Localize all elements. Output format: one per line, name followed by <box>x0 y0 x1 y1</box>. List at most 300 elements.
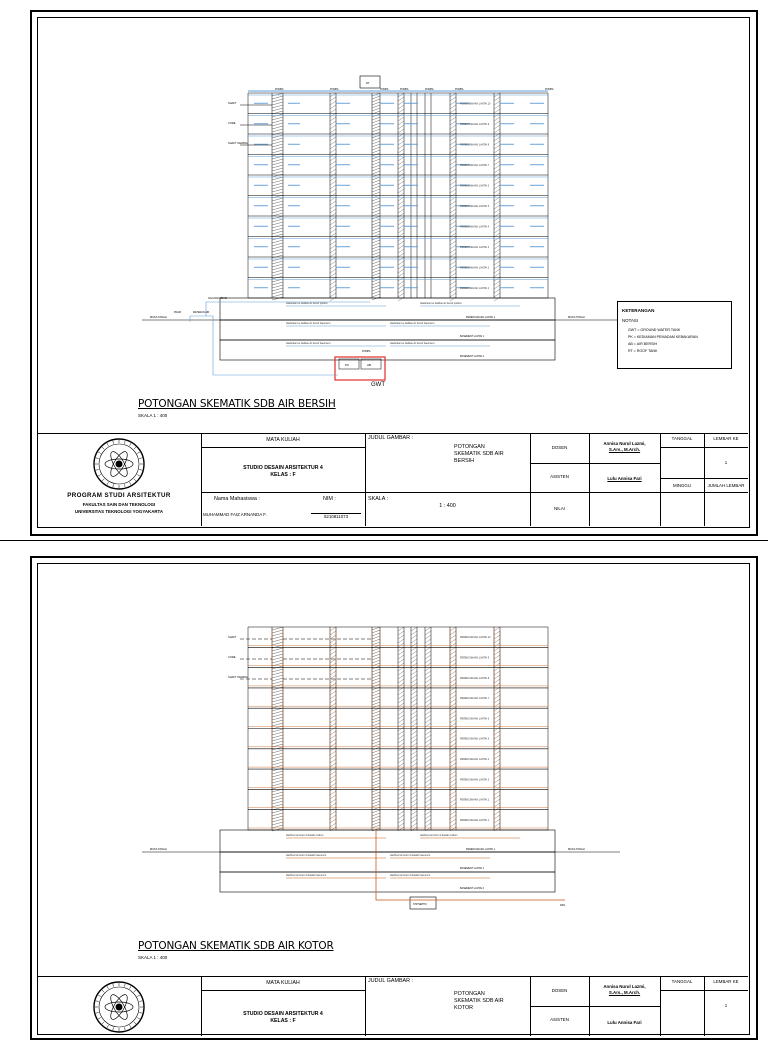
logo-tick <box>113 484 114 487</box>
shaft-hatch <box>450 791 456 795</box>
shaft-hatch <box>272 126 283 129</box>
legend-item: RT = ROOF TANK <box>628 349 658 353</box>
floor-label: PERENCANAAN LANTAI 8 <box>460 143 490 147</box>
shaft-hatch <box>450 125 456 129</box>
shaft-hatch <box>425 627 431 631</box>
shaft-hatch <box>425 675 431 679</box>
shaft-hatch <box>450 751 456 755</box>
shaft-hatch <box>450 205 456 209</box>
shaft-hatch <box>411 699 417 703</box>
shaft-hatch <box>450 217 456 221</box>
shaft-hatch <box>330 245 336 249</box>
student-nim: 5210811073 <box>311 513 361 519</box>
shaft-hatch <box>450 655 456 659</box>
logo-tick <box>137 995 140 997</box>
shaft-hatch <box>494 237 500 241</box>
shaft-hatch <box>450 177 456 181</box>
shaft-hatch <box>494 185 500 189</box>
shaft-hatch <box>425 707 431 711</box>
shaft-hatch <box>372 672 380 675</box>
shaft-hatch <box>272 753 283 756</box>
shaft-hatch <box>494 631 500 635</box>
shaft-hatch <box>494 659 500 663</box>
shaft-hatch <box>372 150 380 153</box>
sheet-dirty-water <box>0 550 768 1024</box>
shaft-hatch <box>411 739 417 743</box>
shaft-hatch <box>372 705 380 708</box>
shaft-hatch <box>450 739 456 743</box>
shaft-hatch <box>372 273 380 276</box>
university-name: UNIVERSITAS TEKNOLOGI YOGYAKARTA <box>74 509 164 514</box>
shaft-hatch <box>425 631 431 635</box>
shaft-hatch <box>411 775 417 779</box>
shaft-hatch <box>272 633 283 636</box>
shaft-hatch <box>398 245 404 249</box>
shaft-hatch <box>450 675 456 679</box>
shaft-hatch <box>494 205 500 209</box>
shaft-hatch <box>372 219 380 222</box>
shaft-hatch <box>411 735 417 739</box>
shaft-hatch <box>330 695 336 699</box>
shaft-hatch <box>330 679 336 683</box>
shaft-hatch <box>372 732 380 735</box>
shaft-hatch <box>494 133 500 137</box>
course-class: KELAS : F <box>270 472 296 478</box>
shaft-hatch <box>494 799 500 803</box>
shaft-hatch <box>272 714 283 717</box>
shaft-hatch <box>494 281 500 285</box>
course-name: STUDIO DESAIN ARSITEKTUR 4 <box>243 1011 323 1017</box>
title-block <box>37 976 748 1036</box>
shaft-hatch <box>272 225 283 228</box>
logo-tick <box>96 458 99 459</box>
shaft-hatch <box>494 655 500 659</box>
shaft-hatch <box>272 258 283 261</box>
pk-label: PK <box>345 363 350 367</box>
shaft-hatch <box>272 687 283 690</box>
shaft-hatch <box>425 815 431 819</box>
shaft-hatch <box>330 731 336 735</box>
shaft-hatch <box>450 683 456 687</box>
shaft-hatch <box>450 105 456 109</box>
shaft-hatch <box>425 639 431 643</box>
shaft-hatch <box>398 763 404 767</box>
meteran-label: METERAN AIR <box>193 311 210 314</box>
shaft-hatch <box>372 144 380 147</box>
shaft-hatch <box>494 783 500 787</box>
shaft-hatch <box>272 168 283 171</box>
shaft-hatch <box>494 293 500 297</box>
shaft-hatch <box>398 181 404 185</box>
logo-tick <box>139 458 142 459</box>
shaft-hatch <box>272 774 283 777</box>
shaft-hatch <box>272 765 283 768</box>
shaft-hatch <box>372 801 380 804</box>
dirty-water-section-drawing <box>0 550 768 950</box>
shaft-hatch <box>411 675 417 679</box>
shaft-hatch <box>398 141 404 145</box>
shaft-hatch <box>398 699 404 703</box>
shaft-hatch <box>272 183 283 186</box>
shaft-hatch <box>372 717 380 720</box>
pump-label: POMPA <box>455 88 464 91</box>
legend-item: AB = AIR BERSIH <box>628 342 658 346</box>
shaft-hatch <box>411 811 417 815</box>
shaft-hatch <box>330 827 336 831</box>
shaft-hatch <box>372 177 380 180</box>
shaft-hatch <box>272 675 283 678</box>
shaft-hatch <box>272 630 283 633</box>
shaft-hatch <box>398 185 404 189</box>
shaft-hatch <box>372 795 380 798</box>
shaft-hatch <box>398 683 404 687</box>
shaft-hatch <box>272 288 283 291</box>
shaft-hatch <box>330 703 336 707</box>
shaft-hatch <box>411 683 417 687</box>
logo-nucleus <box>116 1004 123 1011</box>
shaft-hatch <box>372 648 380 651</box>
shaft-hatch <box>272 699 283 702</box>
pump-label: POMPA <box>362 350 371 353</box>
shaft-hatch <box>450 819 456 823</box>
shaft-hatch <box>398 273 404 277</box>
floor-label: BASEMENT LANTAI 2 <box>460 887 484 890</box>
shaft-hatch <box>272 123 283 126</box>
shaft-hatch <box>425 811 431 815</box>
shaft-hatch <box>372 210 380 213</box>
shaft-hatch <box>398 225 404 229</box>
shaft-hatch <box>372 93 380 96</box>
shaft-hatch <box>272 96 283 99</box>
shaft-hatch <box>372 132 380 135</box>
shaft-hatch <box>450 783 456 787</box>
shaft-hatch <box>450 193 456 197</box>
shaft-hatch <box>398 261 404 265</box>
shaft-hatch <box>398 121 404 125</box>
podium-level <box>220 830 555 852</box>
shaft-hatch <box>272 702 283 705</box>
shaft-hatch <box>272 150 283 153</box>
shaft-hatch <box>398 643 404 647</box>
shaft-hatch <box>450 743 456 747</box>
shaft-hatch <box>494 815 500 819</box>
shaft-hatch <box>494 679 500 683</box>
shaft-hatch <box>272 795 283 798</box>
shaft-hatch <box>272 729 283 732</box>
shaft-hatch <box>450 121 456 125</box>
shaft-hatch <box>425 655 431 659</box>
shaft-hatch <box>425 671 431 675</box>
shaft-hatch <box>494 699 500 703</box>
shaft-hatch <box>494 269 500 273</box>
shaft-hatch <box>411 671 417 675</box>
shaft-hatch <box>330 651 336 655</box>
shaft-hatch <box>494 225 500 229</box>
shaft-hatch <box>398 751 404 755</box>
shaft-hatch <box>494 177 500 181</box>
dosen-title: S.Ars., M.Arch. <box>608 990 641 995</box>
shaft-hatch <box>330 213 336 217</box>
shaft-hatch <box>425 743 431 747</box>
floor-label: BASEMENT LANTAI 2 <box>460 355 484 358</box>
shaft-hatch <box>272 822 283 825</box>
shaft-hatch <box>425 711 431 715</box>
shaft-hatch <box>372 819 380 822</box>
shaft-hatch <box>398 249 404 253</box>
logo-tick <box>102 990 104 992</box>
university-logo <box>92 980 146 1034</box>
shaft-hatch <box>494 125 500 129</box>
shaft-hatch <box>272 792 283 795</box>
logo-tick <box>107 986 109 989</box>
floor-label: PERENCANAAN LANTAI 7 <box>460 697 490 701</box>
shaft-hatch <box>330 687 336 691</box>
shaft-hatch <box>372 675 380 678</box>
shaft-hatch <box>272 171 283 174</box>
shaft-hatch <box>330 129 336 133</box>
shaft-hatch <box>372 189 380 192</box>
distribution-note: distribusi air kotor di bawah basement <box>390 874 431 877</box>
logo-tick <box>107 482 109 485</box>
shaft-hatch <box>398 105 404 109</box>
shaft-hatch <box>330 735 336 739</box>
shaft-hatch <box>372 261 380 264</box>
shaft-hatch <box>272 825 283 828</box>
shaft-hatch <box>494 265 500 269</box>
shaft-hatch <box>398 125 404 129</box>
shaft-hatch <box>425 803 431 807</box>
program-name: PROGRAM STUDI ARSITEKTUR <box>67 492 171 499</box>
shaft-hatch <box>330 755 336 759</box>
shaft-hatch <box>494 213 500 217</box>
shaft-hatch <box>372 660 380 663</box>
dosen-name: Annisa Nurul Lazmi, <box>603 441 646 446</box>
shaft-hatch <box>411 695 417 699</box>
course-class: KELAS : F <box>270 1018 296 1024</box>
shaft-hatch <box>372 687 380 690</box>
shaft-hatch <box>372 216 380 219</box>
shaft-hatch <box>272 678 283 681</box>
shaft-hatch <box>494 169 500 173</box>
shaft-hatch <box>425 823 431 827</box>
shaft-hatch <box>398 679 404 683</box>
shaft-hatch <box>372 171 380 174</box>
logo-tick <box>102 447 104 449</box>
shaft-hatch <box>272 285 283 288</box>
shaft-hatch <box>272 669 283 672</box>
shaft-hatch <box>411 679 417 683</box>
left-label: SHAFT SAMPAH <box>228 676 248 679</box>
shaft-hatch <box>450 759 456 763</box>
floor-label: BASEMENT LANTAI 1 <box>460 867 484 870</box>
shaft-hatch <box>398 289 404 293</box>
shaft-hatch <box>398 707 404 711</box>
shaft-hatch <box>398 201 404 205</box>
shaft-hatch <box>330 715 336 719</box>
shaft-hatch <box>372 96 380 99</box>
skala-label: SKALA : <box>368 496 389 502</box>
shaft-hatch <box>372 804 380 807</box>
shaft-hatch <box>372 711 380 714</box>
judul-line: SKEMATIK SDB AIR <box>454 998 504 1004</box>
shaft-hatch <box>272 174 283 177</box>
floor-label: PERENCANAAN LANTAI 4 <box>460 757 490 761</box>
shaft-hatch <box>272 693 283 696</box>
shaft-hatch <box>272 297 283 300</box>
shaft-hatch <box>372 174 380 177</box>
shaft-hatch <box>372 99 380 102</box>
floor-label: PERENCANAAN LANTAI 3 <box>460 778 490 782</box>
floor-label: PERENCANAAN LANTAI 2 <box>460 266 490 270</box>
university-logo <box>92 437 146 491</box>
shaft-hatch <box>398 631 404 635</box>
shaft-hatch <box>272 240 283 243</box>
shaft-hatch <box>372 816 380 819</box>
shaft-hatch <box>450 755 456 759</box>
scale-note: SKALA 1 : 400 <box>138 955 168 960</box>
shaft-hatch <box>372 225 380 228</box>
shaft-hatch <box>450 639 456 643</box>
shaft-hatch <box>494 675 500 679</box>
shaft-hatch <box>372 297 380 300</box>
shaft-hatch <box>372 258 380 261</box>
shaft-hatch <box>372 693 380 696</box>
distribution-note: distribusi air kotor di bawah basement <box>286 874 327 877</box>
shaft-hatch <box>330 97 336 101</box>
shaft-hatch <box>450 803 456 807</box>
shaft-hatch <box>372 165 380 168</box>
shaft-hatch <box>330 133 336 137</box>
shaft-hatch <box>450 269 456 273</box>
shaft-hatch <box>330 727 336 731</box>
shaft-hatch <box>450 101 456 105</box>
shaft-hatch <box>450 811 456 815</box>
shaft-hatch <box>411 803 417 807</box>
shaft-hatch <box>494 827 500 831</box>
shaft-hatch <box>411 635 417 639</box>
shaft-hatch <box>425 795 431 799</box>
shaft-hatch <box>330 145 336 149</box>
shaft-hatch <box>398 161 404 165</box>
floor-label: PERENCANAAN LANTAI 2 <box>460 798 490 802</box>
shaft-hatch <box>398 727 404 731</box>
shaft-hatch <box>272 720 283 723</box>
shaft-hatch <box>494 285 500 289</box>
drawing-title: POTONGAN SKEMATIK SDB AIR KOTOR <box>138 940 334 952</box>
shaft-hatch <box>272 129 283 132</box>
shaft-hatch <box>398 253 404 257</box>
shaft-hatch <box>411 815 417 819</box>
shaft-hatch <box>272 660 283 663</box>
shaft-hatch <box>398 213 404 217</box>
student-name: MUHAMMAD FAIZ ARNANDA F. <box>203 512 267 517</box>
shaft-hatch <box>272 762 283 765</box>
shaft-hatch <box>450 827 456 831</box>
podium-level <box>220 298 555 320</box>
tanggal-label: TANGGAL <box>671 436 693 441</box>
shaft-hatch <box>372 783 380 786</box>
shaft-hatch <box>330 811 336 815</box>
shaft-hatch <box>372 192 380 195</box>
shaft-hatch <box>272 654 283 657</box>
shaft-hatch <box>272 636 283 639</box>
shaft-hatch <box>372 678 380 681</box>
logo-tick <box>102 479 104 481</box>
asisten-name: Lulu Annisa Fari <box>607 1020 642 1025</box>
shaft-hatch <box>372 180 380 183</box>
shaft-hatch <box>372 825 380 828</box>
shaft-hatch <box>398 695 404 699</box>
lembar-ke-value: 1 <box>724 1003 728 1008</box>
shaft-hatch <box>372 138 380 141</box>
shaft-hatch <box>425 731 431 735</box>
shaft-hatch <box>398 811 404 815</box>
shaft-hatch <box>425 651 431 655</box>
distribution-note: distribusi air kotor di bawah podium <box>420 834 458 837</box>
shaft-hatch <box>372 135 380 138</box>
shaft-hatch <box>398 759 404 763</box>
shaft-hatch <box>372 141 380 144</box>
shaft-hatch <box>330 655 336 659</box>
shaft-hatch <box>330 803 336 807</box>
shaft-hatch <box>494 145 500 149</box>
shaft-hatch <box>450 679 456 683</box>
distribution-note: disalurkan ke fasilitas air bersih basement <box>390 342 435 345</box>
left-label: CORE <box>228 122 236 125</box>
shaft-hatch <box>372 204 380 207</box>
shaft-hatch <box>398 711 404 715</box>
shaft-hatch <box>272 759 283 762</box>
shaft-hatch <box>398 795 404 799</box>
shaft-hatch <box>330 639 336 643</box>
shaft-hatch <box>398 691 404 695</box>
legend-subtitle: NOTASI <box>622 318 639 323</box>
shaft-hatch <box>372 147 380 150</box>
shaft-hatch <box>398 803 404 807</box>
shaft-hatch <box>372 627 380 630</box>
shaft-hatch <box>494 181 500 185</box>
shaft-hatch <box>494 117 500 121</box>
shaft-hatch <box>494 297 500 301</box>
shaft-hatch <box>272 273 283 276</box>
logo-tick <box>107 443 109 446</box>
shaft-hatch <box>330 711 336 715</box>
riol-label: RIOL <box>560 904 566 907</box>
logo-tick <box>107 1025 109 1028</box>
shaft-hatch <box>411 731 417 735</box>
shaft-hatch <box>272 801 283 804</box>
shaft-hatch <box>398 137 404 141</box>
shaft-hatch <box>372 657 380 660</box>
shaft-hatch <box>330 281 336 285</box>
shaft-hatch <box>372 681 380 684</box>
shaft-hatch <box>372 771 380 774</box>
shaft-hatch <box>372 117 380 120</box>
shaft-hatch <box>494 707 500 711</box>
logo-tick <box>139 1001 142 1002</box>
logo-tick <box>137 475 140 477</box>
shaft-hatch <box>425 771 431 775</box>
pump-label: POMPA <box>330 88 339 91</box>
shaft-hatch <box>398 293 404 297</box>
shaft-hatch <box>330 675 336 679</box>
shaft-hatch <box>272 813 283 816</box>
shaft-hatch <box>272 810 283 813</box>
stp-label: STP/SEPTIK <box>413 903 427 906</box>
shaft-hatch <box>372 768 380 771</box>
shaft-hatch <box>372 108 380 111</box>
shaft-hatch <box>425 691 431 695</box>
